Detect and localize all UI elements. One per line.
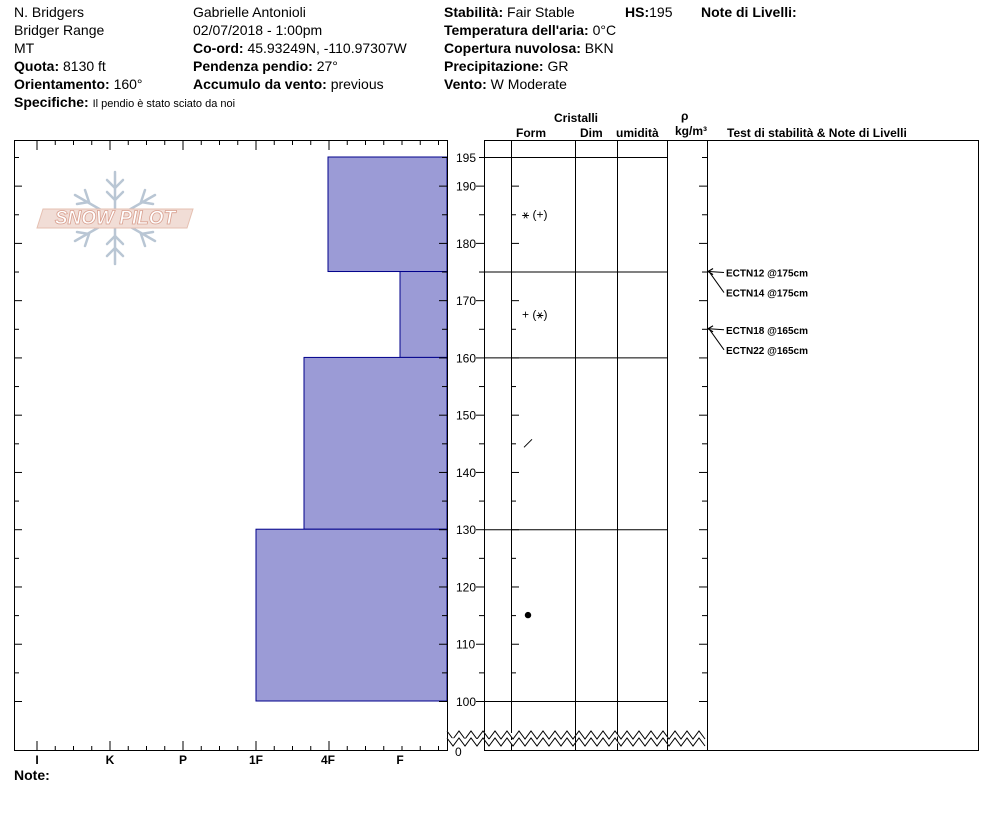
hardness-scale-label: I <box>35 753 39 767</box>
depth-tick-label: 180 <box>456 236 477 251</box>
stability-value: Fair Stable <box>507 4 575 20</box>
depth-tick-label: 195 <box>456 151 477 165</box>
hardness-scale-label: P <box>178 753 188 767</box>
precip-label: Precipitazione: <box>444 58 544 74</box>
depth-tick-label: 170 <box>456 294 477 309</box>
observation-datetime: 02/07/2018 - 1:00pm <box>193 22 323 38</box>
stability-test-label: ECTN18 @165cm <box>726 325 809 337</box>
layer-notes-label: Note di Livelli: <box>701 4 797 20</box>
wind-load-label: Accumulo da vento: <box>193 76 327 92</box>
test-pointer-line <box>709 272 724 293</box>
specifics-value: Il pendio è stato sciato da noi <box>92 98 236 110</box>
crystal-form-symbol: ⚹ (+) <box>522 207 548 222</box>
tests-frame <box>708 141 979 751</box>
density-header: kg/m³ <box>675 124 708 138</box>
crystal-table-frame <box>485 141 708 751</box>
author-name: Gabrielle Antonioli <box>193 4 306 20</box>
hardness-scale-label: 4F <box>320 753 336 767</box>
crystals-header: Cristalli <box>554 111 599 125</box>
aspect-label: Orientamento: <box>14 76 110 92</box>
depth-tick-label: 120 <box>456 580 477 595</box>
footer-notes-label: Note: <box>14 767 50 783</box>
hs-label: HS: <box>625 4 650 20</box>
depth-tick-label: 150 <box>456 408 477 423</box>
slope-label: Pendenza pendio: <box>193 58 313 74</box>
hardness-scale-label: 1F <box>248 753 264 767</box>
cloud-value: BKN <box>584 40 614 56</box>
wind-value: W Moderate <box>490 76 567 92</box>
coord-value: 45.93249N, -110.97307W <box>247 40 407 56</box>
cloud-label: Copertura nuvolosa: <box>444 40 581 56</box>
depth-tick-label: 130 <box>456 523 477 538</box>
range-name: Bridger Range <box>14 22 105 38</box>
depth-tick-label: 140 <box>456 465 477 480</box>
wind-load-value: previous <box>330 76 384 92</box>
depth-tick-label: 100 <box>456 695 477 709</box>
crystal-form-symbol: + (⚹) <box>522 307 548 322</box>
depth-axis-zero-label: 0 <box>455 745 462 759</box>
crystal-form-symbol <box>524 439 532 447</box>
elevation-value: 8130 ft <box>63 58 106 74</box>
hs-value: 195 <box>649 4 673 20</box>
logo-text: SNOW PILOT <box>54 208 176 229</box>
stability-label: Stabilità: <box>444 4 504 20</box>
depth-tick-label: 160 <box>456 351 477 366</box>
hardness-scale-label: F <box>396 753 404 767</box>
crystal-form-symbol <box>525 612 531 618</box>
depth-tick-label: 110 <box>456 637 476 652</box>
tests-header: Test di stabilità & Note di Livelli <box>727 126 907 140</box>
coord-label: Co-ord: <box>193 40 244 56</box>
precip-value: GR <box>547 58 569 74</box>
hardness-layer-bar <box>304 357 447 529</box>
wind-label: Vento: <box>444 76 487 92</box>
specifics-label: Specifiche: <box>14 94 89 110</box>
test-pointer-line <box>709 329 724 350</box>
test-pointer-line <box>709 272 724 273</box>
dim-header: Dim <box>580 126 603 140</box>
elevation-label: Quota: <box>14 58 60 74</box>
aspect-value: 160° <box>113 76 143 92</box>
snowpilot-logo <box>37 172 193 264</box>
rho-header: ρ <box>681 109 689 123</box>
hardness-scale-label: K <box>105 753 115 767</box>
moisture-header: umidità <box>616 126 659 140</box>
form-header: Form <box>516 126 546 140</box>
hardness-layer-bar <box>256 529 447 701</box>
hardness-layer-bar <box>400 272 447 358</box>
test-pointer-line <box>709 329 724 330</box>
slope-value: 27° <box>316 58 338 74</box>
hardness-layer-bar <box>328 157 447 272</box>
depth-tick-label: 190 <box>456 179 477 194</box>
observer-name: N. Bridgers <box>14 4 85 20</box>
air-temp-label: Temperatura dell'aria: <box>444 22 589 38</box>
stability-test-label: ECTN14 @175cm <box>726 288 809 300</box>
air-temp-value: 0°C <box>592 22 617 38</box>
stability-test-label: ECTN12 @175cm <box>726 268 809 280</box>
state-name: MT <box>14 40 35 56</box>
stability-test-label: ECTN22 @165cm <box>726 345 809 357</box>
